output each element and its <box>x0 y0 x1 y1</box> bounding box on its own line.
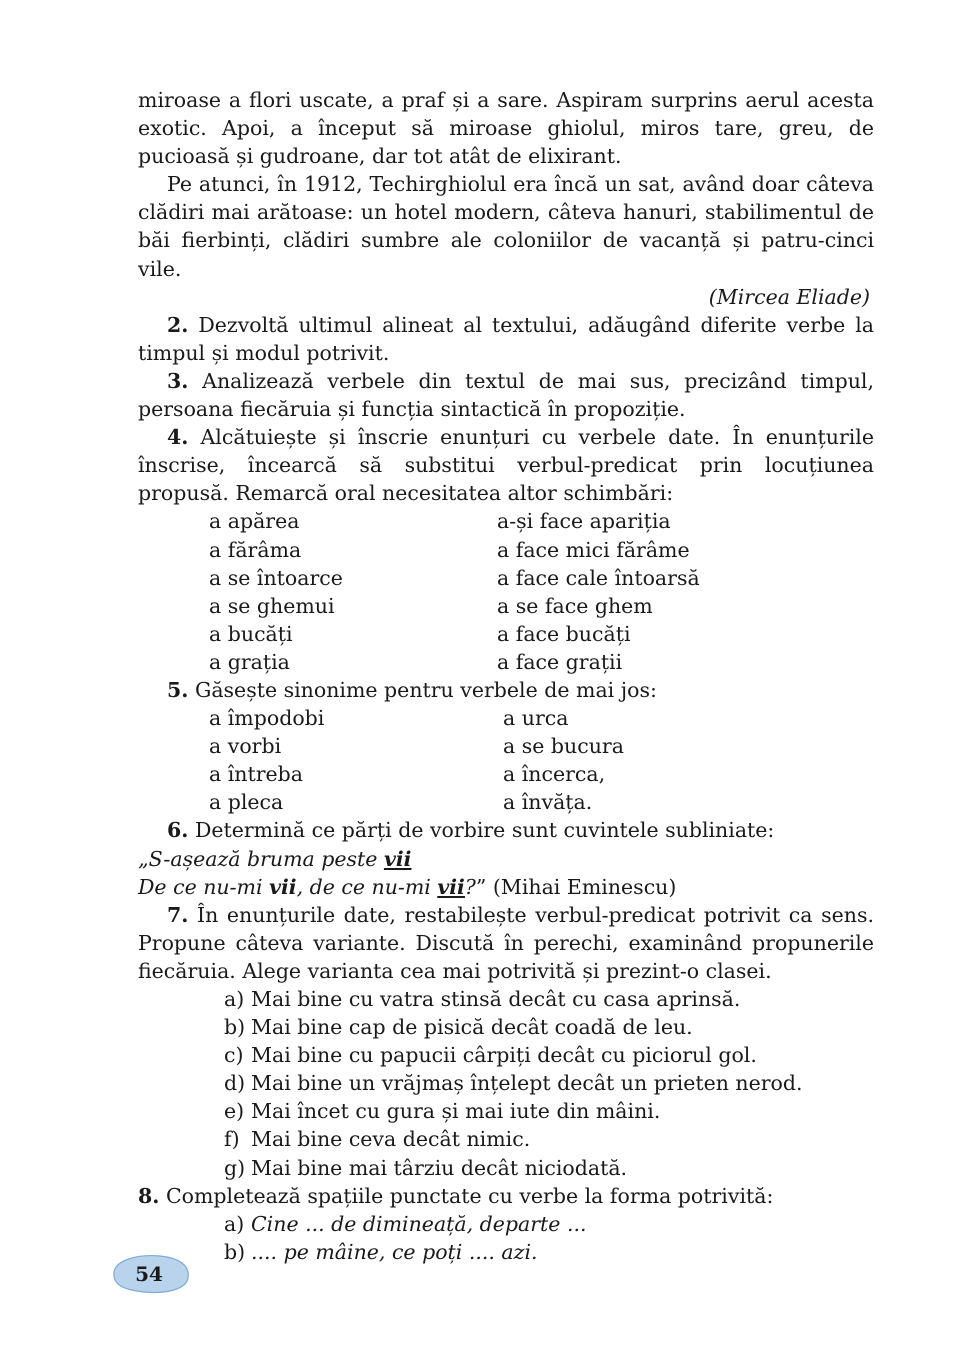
synonym-pair <box>138 704 874 732</box>
exercise-5 <box>138 676 874 704</box>
page-number: 54 <box>135 1262 163 1286</box>
synonym-pair <box>138 732 874 760</box>
verb: a fărâma <box>209 537 302 562</box>
eminescu-quote-line-1 <box>138 845 874 873</box>
verb-pair <box>138 648 874 676</box>
list-item <box>138 1238 874 1266</box>
item-label: d) <box>224 1071 246 1096</box>
verb: a apărea <box>209 509 300 534</box>
list-item <box>138 1097 874 1125</box>
exercise-4 <box>138 423 874 507</box>
item-text: Mai bine un vrăjmaș înțelept decât un prieten nerod. <box>251 1071 803 1096</box>
item-label: a) <box>224 987 245 1011</box>
exercise-text: Analizează verbele din textul de mai sus, precizând timpul, persoana fiecăruia și funcția sintactică în propoziție. <box>138 368 874 422</box>
exercise-number: 8. <box>138 1183 160 1208</box>
item-label: b) <box>224 1015 246 1040</box>
list-item <box>138 1154 874 1182</box>
exercise-8 <box>138 1182 874 1210</box>
verb-pair <box>138 592 874 620</box>
exercise-text: Determină ce părți de vorbire sunt cuvintele subliniate: <box>194 818 775 843</box>
exercise-number: 4. <box>167 425 189 450</box>
intro-paragraph: Pe atunci, în 1912, Techirghiolul era încă un sat, având doar câteva clădiri mai arătoase: un hotel modern, câteva hanuri, stabilimentul de băi fierbinți, clădiri sumbre ale coloniilor de vacanță și patru-cinci vile. <box>138 172 874 281</box>
locution: a se face ghem <box>497 593 653 618</box>
exercise-text: Dezvoltă ultimul alineat al textului, adăugând diferite verbe la timpul și modul potrivit. <box>138 312 874 365</box>
verb-pairs-list <box>138 507 874 676</box>
list-item <box>138 985 874 1013</box>
locution: a face bucăți <box>497 621 631 646</box>
item-label: e) <box>224 1099 245 1124</box>
exercise-7 <box>138 901 874 985</box>
list-item <box>138 1013 874 1041</box>
quote-text: , de ce nu-mi <box>296 874 438 899</box>
item-text: Mai bine cap de pisică decât coadă de leu. <box>251 1015 693 1040</box>
page-content <box>138 86 874 1266</box>
verb: a bucăți <box>209 621 293 646</box>
list-item <box>138 1125 874 1153</box>
synonym-list <box>138 704 874 816</box>
underlined-word: vii <box>383 846 412 871</box>
verb: a împodobi <box>209 706 325 731</box>
quote-author: ” (Mihai Eminescu) <box>475 874 677 899</box>
locution: a face mici fărâme <box>497 537 690 562</box>
item-text: .... pe mâine, ce poți .... azi. <box>251 1239 538 1264</box>
exercise-number: 3. <box>167 368 189 393</box>
item-text: Mai bine cu papucii cârpiți decât cu piciorul gol. <box>251 1043 757 1068</box>
exercise-6 <box>138 816 874 844</box>
exercise-number: 6. <box>167 818 189 843</box>
underlined-word: vii <box>437 874 465 899</box>
page-number-badge <box>108 1250 190 1296</box>
quote-author: (Mircea Eliade) <box>708 284 870 309</box>
exercise-text: Completează spațiile punctate cu verbe la forma potrivită: <box>165 1183 774 1208</box>
verb: a încerca, <box>503 762 606 787</box>
verb: a întreba <box>209 762 304 787</box>
eminescu-quote-line-2 <box>138 873 874 901</box>
synonym-pair <box>138 788 874 816</box>
locution: a-și face apariția <box>497 509 671 534</box>
quote-text: ? <box>464 874 476 899</box>
item-text: Mai bine cu vatra stinsă decât cu casa aprinsă. <box>251 987 741 1011</box>
verb: a pleca <box>209 790 284 815</box>
synonym-pair <box>138 760 874 788</box>
exercise-number: 2. <box>167 312 189 337</box>
verb: a urca <box>503 706 569 731</box>
locution: a face cale întoarsă <box>497 565 700 590</box>
bold-word: vii <box>269 874 297 899</box>
verb: a se întoarce <box>209 565 343 590</box>
verb-pair <box>138 564 874 592</box>
verb-pair <box>138 620 874 648</box>
item-label: g) <box>224 1155 246 1180</box>
exercise-number: 7. <box>167 902 189 927</box>
verb-pair <box>138 507 874 535</box>
list-item <box>138 1210 874 1238</box>
completion-list <box>138 1210 874 1266</box>
exercise-text: Găsește sinonime pentru verbele de mai jos: <box>194 677 657 702</box>
item-label: c) <box>224 1043 244 1068</box>
quote-text: De ce nu-mi <box>138 874 270 899</box>
item-text: Mai bine ceva decât nimic. <box>251 1127 531 1152</box>
exercise-3 <box>138 367 874 423</box>
verb: a grația <box>209 649 290 674</box>
verb: a învăța. <box>503 790 593 815</box>
item-label: a) <box>224 1211 245 1236</box>
locution: a face grații <box>497 649 623 674</box>
verb-pair <box>138 536 874 564</box>
quote-text: „S-așează bruma peste <box>138 846 384 871</box>
exercise-number: 5. <box>167 677 189 702</box>
list-item <box>138 1069 874 1097</box>
item-text: Mai încet cu gura și mai iute din mâini. <box>251 1099 661 1124</box>
exercise-text: În enunțurile date, restabilește verbul-predicat potrivit ca sens. Propune câteva variante. Discută în perechi, examinând propunerile fiecăruia. Alege varianta cea mai potrivită și prezint-o clasei. <box>138 902 874 983</box>
verb: a se ghemui <box>209 593 335 618</box>
verb: a se bucura <box>503 734 624 759</box>
intro-text: miroase a flori uscate, a praf și a sare. Aspiram surprins aerul acesta exotic. Apoi, a început să miroase ghiolul, miros tare, greu, de pucioasă și gudroane, dar tot atât de elixirant. <box>138 88 874 169</box>
proverb-list <box>138 985 874 1182</box>
item-label: f) <box>224 1127 240 1152</box>
exercise-text: Alcătuiește și înscrie enunțuri cu verbele date. În enunțurile înscrise, încearcă să substitui verbul-predicat prin locuțiunea propusă. Remarcă oral necesitatea altor schimbări: <box>138 425 874 506</box>
list-item <box>138 1041 874 1069</box>
item-label: b) <box>224 1239 246 1264</box>
item-text: Cine ... de dimineață, departe ... <box>251 1211 587 1236</box>
verb: a vorbi <box>209 734 282 759</box>
exercise-2 <box>138 311 874 367</box>
item-text: Mai bine mai târziu decât niciodată. <box>251 1155 628 1180</box>
